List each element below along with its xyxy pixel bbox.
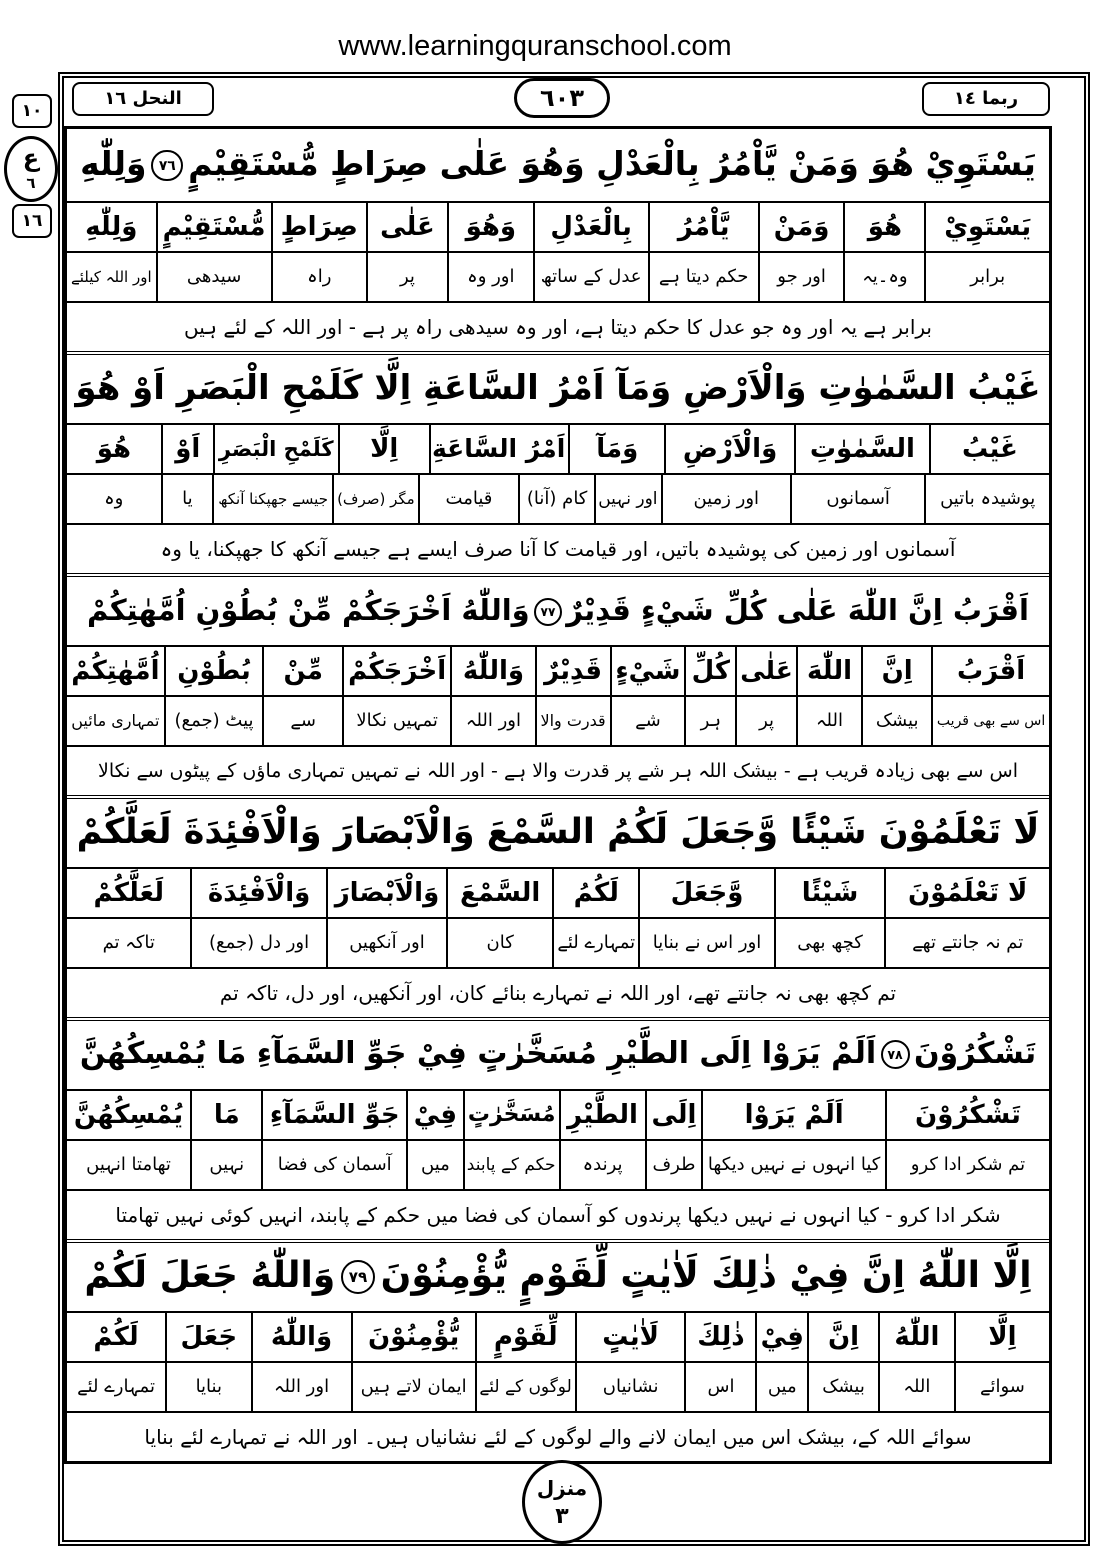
urdu-meaning-row bbox=[67, 1361, 1049, 1411]
arabic-word-row bbox=[67, 423, 1049, 473]
arabic-word-cell: قَدِيْرٌ bbox=[535, 647, 610, 695]
urdu-meaning-cell: سے bbox=[262, 697, 342, 745]
ayah-text: لَا تَعْلَمُوْنَ شَيْئًا وَّجَعَلَ لَكُمُ السَّمْعَ وَالْاَبْصَارَ وَالْاَفْئِدَةَ لَعَلَّكُمْ bbox=[76, 812, 1040, 852]
ayah-line bbox=[67, 1239, 1049, 1311]
arabic-word-cell: السَّمٰوٰتِ bbox=[794, 425, 929, 473]
urdu-translation-line: آسمانوں اور زمین کی پوشیدہ باتیں، اور قیامت کا آنا صرف ایسے ہے جیسے آنکھ کا جھپکنا، یا وہ bbox=[67, 523, 1049, 573]
arabic-word-cell: يَسْتَوِيْ bbox=[924, 203, 1049, 251]
urdu-meaning-cell: برابر bbox=[924, 253, 1049, 301]
arabic-word-cell: وَالْاَرْضِ bbox=[664, 425, 794, 473]
ayah-text: يَسْتَوِيْ هُوَ وَمَنْ يَّاْمُرُ بِالْعَدْلِ وَهُوَ عَلٰى صِرَاطٍ مُّسْتَقِيْمٍ bbox=[188, 144, 1036, 183]
ayah-text: غَيْبُ السَّمٰوٰتِ وَالْاَرْضِ وَمَآ اَمْرُ السَّاعَةِ اِلَّا كَلَمْحِ الْبَصَرِ اَوْ هُوَ bbox=[75, 368, 1041, 408]
urdu-meaning-cell: پر bbox=[366, 253, 447, 301]
arabic-word-cell: يُمْسِكُهُنَّ bbox=[73, 1100, 184, 1130]
arabic-word-cell: لَعَلَّكُمْ bbox=[93, 878, 164, 908]
arabic-word-cell: وَالْاَفْئِدَةَ bbox=[190, 869, 325, 917]
urdu-meaning-cell: یا bbox=[161, 475, 213, 523]
arabic-word-cell: اِلَى bbox=[645, 1091, 702, 1139]
arabic-word-cell: اِنَّ bbox=[807, 1313, 878, 1361]
arabic-word-cell: جَوِّ السَّمَآءِ bbox=[261, 1091, 406, 1139]
arabic-word-cell: مَا bbox=[190, 1091, 261, 1139]
urdu-meaning-cell: بیشک bbox=[807, 1363, 878, 1411]
urdu-meaning-cell: اور اس نے بنایا bbox=[638, 919, 773, 967]
arabic-word-cell: الطَّيْرِ bbox=[559, 1091, 645, 1139]
arabic-word-cell: يَّاْمُرُ bbox=[648, 203, 758, 251]
ayah-line bbox=[67, 573, 1049, 645]
urdu-meaning-cell: اور جو bbox=[758, 253, 844, 301]
arabic-word-cell: مُسَخَّرٰتٍ bbox=[463, 1091, 559, 1139]
ayah-text-continued: وَاللّٰهُ اَخْرَجَكُمْ مِّنْ بُطُوْنِ اُمَّهٰتِكُمْ bbox=[87, 593, 530, 627]
arabic-word-cell: عَلٰى bbox=[735, 647, 796, 695]
ruku-marker bbox=[4, 136, 58, 202]
urdu-meaning-row bbox=[67, 917, 1049, 967]
ayah-text-continued: وَاللّٰهُ جَعَلَ لَكُمْ bbox=[84, 1255, 336, 1296]
urdu-meaning-cell: بنایا bbox=[165, 1363, 250, 1411]
urdu-meaning-cell: اللہ bbox=[796, 697, 861, 745]
arabic-word-cell: كُلِّ bbox=[684, 647, 735, 695]
ruku-in-para-badge: ١٦ bbox=[12, 204, 52, 238]
urdu-translation-line: اس سے بھی زیادہ قریب ہے - بیشک اللہ ہر شے پر قدرت والا ہے - اور اللہ نے تمہیں تمہاری ماؤں کے پیٹوں سے نکالا bbox=[67, 745, 1049, 795]
arabic-word-cell: لَاٰيٰتٍ bbox=[575, 1313, 685, 1361]
urdu-meaning-cell: اور دل (جمع) bbox=[190, 919, 325, 967]
urdu-translation-line: شکر ادا کرو - کیا انہوں نے نہیں دیکھا پرندوں کو آسمان کی فضا میں حکم کے پابند، انہیں کوئی نہیں تھامتا bbox=[67, 1189, 1049, 1239]
urdu-meaning-cell: عدل کے ساتھ bbox=[533, 253, 648, 301]
urdu-meaning-cell: حکم دیتا ہے bbox=[648, 253, 758, 301]
ayah-end-marker: ٧٩ bbox=[341, 1260, 376, 1295]
arabic-word-cell: اَقْرَبُ bbox=[931, 647, 1049, 695]
arabic-word-cell: مُّسْتَقِيْمٍ bbox=[156, 203, 271, 251]
arabic-word-cell: عَلٰى bbox=[366, 203, 447, 251]
arabic-word-cell: السَّمْعَ bbox=[446, 869, 552, 917]
urdu-meaning-cell: اور زمین bbox=[661, 475, 791, 523]
urdu-meaning-cell: اور اللہ کیلئے bbox=[70, 268, 152, 286]
ayah-line bbox=[67, 1017, 1049, 1089]
verse-table bbox=[64, 126, 1052, 1464]
urdu-meaning-cell: پوشیدہ باتیں bbox=[924, 475, 1049, 523]
urdu-translation-line: برابر ہے یہ اور وہ جو عدل کا حکم دیتا ہے، اور وہ سیدھی راہ پر ہے - اور اللہ کے لئے ہیں bbox=[67, 301, 1049, 351]
urdu-meaning-cell: جیسے جھپکنا آنکھ bbox=[212, 475, 332, 523]
urdu-meaning-cell: حکم کے پابند bbox=[463, 1141, 559, 1189]
ayah-end-marker: ٧٧ bbox=[534, 598, 562, 626]
urdu-meaning-cell: تمہارے لئے bbox=[552, 919, 638, 967]
arabic-word-cell: اَوْ bbox=[161, 425, 213, 473]
urdu-meaning-cell: میں bbox=[755, 1363, 807, 1411]
arabic-word-row bbox=[67, 1311, 1049, 1361]
urdu-meaning-row bbox=[67, 473, 1049, 523]
ayah-line bbox=[67, 129, 1049, 201]
page-number: ٦٠٣ bbox=[514, 78, 610, 118]
arabic-word-cell: هُوَ bbox=[843, 203, 924, 251]
urdu-meaning-cell: پرندہ bbox=[559, 1141, 645, 1189]
urdu-meaning-cell: مگر (صرف) bbox=[332, 475, 418, 523]
urdu-translation-line: سوائے اللہ کے، بیشک اس میں ایمان لانے والے لوگوں کے لئے نشانیاں ہیں۔ اور اللہ نے تمہارے لئے بنایا bbox=[67, 1411, 1049, 1461]
para-name-box: ربما ١٤ bbox=[922, 82, 1050, 116]
verse-block bbox=[67, 1017, 1049, 1239]
arabic-word-cell: وَالْاَبْصَارَ bbox=[326, 869, 447, 917]
ruku-ayah-count: ٦ bbox=[26, 174, 36, 192]
urdu-meaning-cell: اللہ bbox=[878, 1363, 954, 1411]
ayah-text: اِلَّا اللّٰهُ اِنَّ فِيْ ذٰلِكَ لَاٰيٰتٍ لِّقَوْمٍ يُّؤْمِنُوْنَ bbox=[380, 1255, 1032, 1296]
urdu-meaning-cell: تاکہ تم bbox=[102, 932, 155, 953]
arabic-word-cell: اُمَّهٰتِكُمْ bbox=[71, 656, 160, 686]
urdu-meaning-cell: شے bbox=[610, 697, 685, 745]
urdu-meaning-cell: آسمانوں bbox=[790, 475, 924, 523]
urdu-meaning-cell: تمہاری مائیں bbox=[71, 711, 160, 730]
urdu-meaning-cell: پر bbox=[735, 697, 796, 745]
urdu-meaning-cell: سیدھی bbox=[156, 253, 271, 301]
urdu-meaning-cell: نہیں bbox=[190, 1141, 261, 1189]
arabic-word-cell: شَيْئًا bbox=[774, 869, 885, 917]
ayah-text-continued: وَلِلّٰهِ bbox=[80, 144, 147, 183]
surah-name-box: النحل ١٦ bbox=[72, 82, 214, 116]
urdu-meaning-cell: اور نہیں bbox=[594, 475, 660, 523]
arabic-word-cell: اَمْرُ السَّاعَةِ bbox=[429, 425, 569, 473]
verse-block bbox=[67, 573, 1049, 795]
arabic-word-row bbox=[67, 645, 1049, 695]
urdu-meaning-cell: سوائے bbox=[954, 1363, 1049, 1411]
urdu-meaning-cell: تمہیں نکالا bbox=[342, 697, 450, 745]
verse-block bbox=[67, 129, 1049, 351]
arabic-word-cell: جَعَلَ bbox=[165, 1313, 250, 1361]
site-url: www.learningquranschool.com bbox=[338, 30, 732, 62]
arabic-word-cell: بُطُوْنِ bbox=[164, 647, 263, 695]
arabic-word-cell: صِرَاطٍ bbox=[271, 203, 366, 251]
manzil-cartouche bbox=[522, 1460, 602, 1544]
urdu-meaning-cell: راہ bbox=[271, 253, 366, 301]
ayah-text: تَشْكُرُوْنَ bbox=[913, 1036, 1037, 1071]
urdu-meaning-cell: کچھ بھی bbox=[774, 919, 885, 967]
urdu-meaning-cell: نشانیاں bbox=[575, 1363, 685, 1411]
urdu-meaning-cell: اس سے بھی قریب bbox=[931, 697, 1049, 745]
urdu-meaning-cell: اور اللہ bbox=[450, 697, 534, 745]
arabic-word-cell: اللّٰهَ bbox=[796, 647, 861, 695]
arabic-word-cell: اَخْرَجَكُمْ bbox=[342, 647, 450, 695]
urdu-meaning-cell: اور آنکھیں bbox=[326, 919, 447, 967]
arabic-word-cell: غَيْبُ bbox=[929, 425, 1049, 473]
urdu-meaning-cell: آسمان کی فضا bbox=[261, 1141, 406, 1189]
arabic-word-cell: لَكُمُ bbox=[552, 869, 638, 917]
manzil-label: منزل bbox=[536, 1476, 588, 1500]
urdu-meaning-cell: تھامتا انہیں bbox=[86, 1154, 171, 1175]
arabic-word-cell: اِنَّ bbox=[861, 647, 931, 695]
arabic-word-cell: وَاللّٰهُ bbox=[450, 647, 534, 695]
arabic-word-cell: وَلِلّٰهِ bbox=[85, 212, 138, 242]
arabic-word-cell: لَكُمْ bbox=[93, 1322, 139, 1352]
urdu-meaning-cell: لوگوں کے لئے bbox=[475, 1363, 575, 1411]
arabic-word-cell: وَاللّٰهُ bbox=[251, 1313, 351, 1361]
arabic-word-cell: فِيْ bbox=[406, 1091, 463, 1139]
ayah-text: اَقْرَبُ اِنَّ اللّٰهَ عَلٰى كُلِّ شَيْءٍ قَدِيْرٌ bbox=[566, 593, 1029, 627]
arabic-word-cell: هُوَ bbox=[96, 434, 132, 464]
urdu-meaning-cell: اس bbox=[684, 1363, 755, 1411]
arabic-word-cell: وَهُوَ bbox=[447, 203, 533, 251]
urdu-meaning-cell: کان bbox=[446, 919, 552, 967]
urdu-meaning-cell: پیٹ (جمع) bbox=[164, 697, 263, 745]
ruku-in-surah-badge: ١٠ bbox=[12, 94, 52, 128]
verse-block bbox=[67, 795, 1049, 1017]
ayah-end-marker: ٧٨ bbox=[881, 1040, 910, 1069]
arabic-word-cell: لِّقَوْمٍ bbox=[475, 1313, 575, 1361]
urdu-meaning-cell: اور وہ bbox=[447, 253, 533, 301]
arabic-word-cell: شَيْءٍ bbox=[610, 647, 685, 695]
arabic-word-cell: تَشْكُرُوْنَ bbox=[885, 1091, 1049, 1139]
urdu-meaning-cell: قیامت bbox=[418, 475, 518, 523]
urdu-meaning-cell: تمہارے لئے bbox=[77, 1376, 155, 1397]
arabic-word-cell: مِّنْ bbox=[262, 647, 342, 695]
urdu-meaning-row bbox=[67, 251, 1049, 301]
ayah-text-continued: اَلَمْ يَرَوْا اِلَى الطَّيْرِ مُسَخَّرٰتٍ فِيْ جَوِّ السَّمَآءِ مَا يُمْسِكُهُنَّ bbox=[79, 1036, 877, 1071]
arabic-word-cell: بِالْعَدْلِ bbox=[533, 203, 648, 251]
verse-block bbox=[67, 351, 1049, 573]
arabic-word-cell: ذٰلِكَ bbox=[684, 1313, 755, 1361]
urdu-meaning-cell: تم شکر ادا کرو bbox=[885, 1141, 1049, 1189]
arabic-word-cell: وَمَآ bbox=[568, 425, 664, 473]
urdu-meaning-cell: وہ bbox=[104, 488, 124, 509]
arabic-word-cell: اِلَّا bbox=[954, 1313, 1049, 1361]
arabic-word-cell: يُّؤْمِنُوْنَ bbox=[351, 1313, 475, 1361]
arabic-word-cell: اَلَمْ يَرَوْا bbox=[701, 1091, 885, 1139]
urdu-meaning-cell: قدرت والا bbox=[535, 697, 610, 745]
urdu-meaning-row bbox=[67, 1139, 1049, 1189]
ruku-sign: ع bbox=[22, 144, 40, 172]
arabic-word-cell: اِلَّا bbox=[338, 425, 429, 473]
arabic-word-row bbox=[67, 1089, 1049, 1139]
urdu-meaning-cell: اور اللہ bbox=[251, 1363, 351, 1411]
urdu-meaning-cell: کام (آنا) bbox=[518, 475, 594, 523]
ayah-line bbox=[67, 351, 1049, 423]
ayah-end-marker: ٧٦ bbox=[151, 150, 183, 182]
arabic-word-row bbox=[67, 201, 1049, 251]
arabic-word-row bbox=[67, 867, 1049, 917]
arabic-word-cell: فِيْ bbox=[755, 1313, 807, 1361]
ayah-line bbox=[67, 795, 1049, 867]
urdu-translation-line: تم کچھ بھی نہ جانتے تھے، اور اللہ نے تمہارے بنائے کان، اور آنکھیں، اور دل، تاکہ تم bbox=[67, 967, 1049, 1017]
urdu-meaning-cell: تم نہ جانتے تھے bbox=[884, 919, 1049, 967]
arabic-word-cell: وَمَنْ bbox=[758, 203, 844, 251]
urdu-meaning-cell: وہ۔یہ bbox=[843, 253, 924, 301]
urdu-meaning-cell: طرف bbox=[645, 1141, 702, 1189]
arabic-word-cell: كَلَمْحِ الْبَصَرِ bbox=[213, 425, 338, 473]
urdu-meaning-row bbox=[67, 695, 1049, 745]
urdu-meaning-cell: کیا انہوں نے نہیں دیکھا bbox=[701, 1141, 885, 1189]
arabic-word-cell: اللّٰهُ bbox=[878, 1313, 954, 1361]
urdu-meaning-cell: بیشک bbox=[861, 697, 931, 745]
verse-block bbox=[67, 1239, 1049, 1461]
arabic-word-cell: وَّجَعَلَ bbox=[638, 869, 773, 917]
urdu-meaning-cell: ایمان لاتے ہیں bbox=[351, 1363, 475, 1411]
manzil-number: ٣ bbox=[555, 1504, 569, 1529]
urdu-meaning-cell: ہر bbox=[684, 697, 735, 745]
arabic-word-cell: لَا تَعْلَمُوْنَ bbox=[884, 869, 1049, 917]
urdu-meaning-cell: میں bbox=[406, 1141, 463, 1189]
